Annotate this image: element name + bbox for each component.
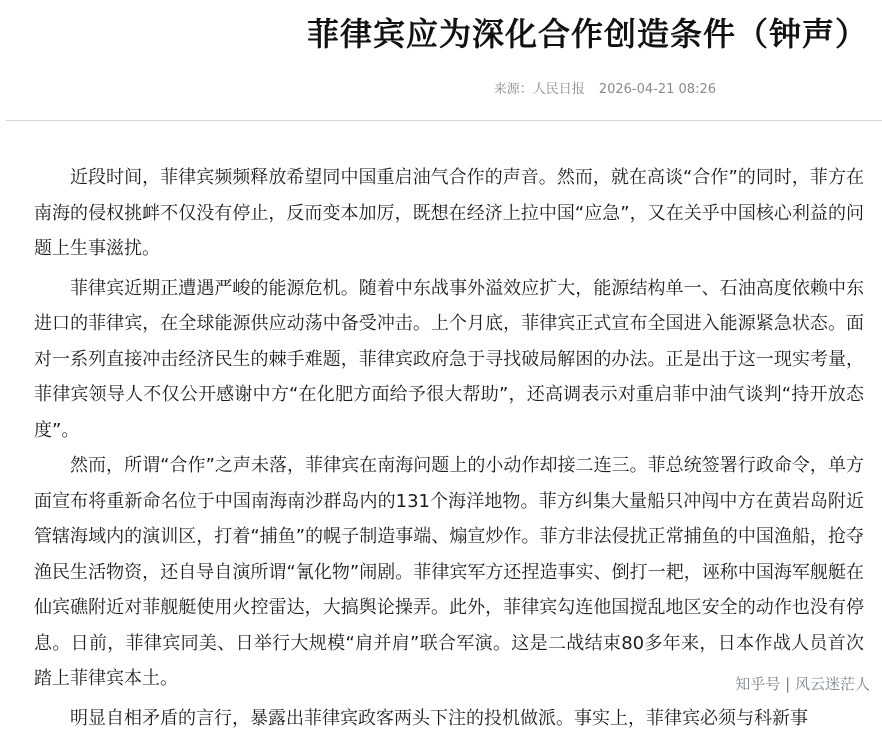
paragraph: 然而，所谓“合作”之声未落，菲律宾在南海问题上的小动作却接二连三。菲总统签署行政命令，单方面宣布将重新命名位于中国南海南沙群岛内的131个海洋地物。菲方纠集大量船只冲闯中方在黄岩岛附近管辖海域内的演训区，打着“捕鱼”的幌子制造事端、煽宣炒作。菲方非法侵扰正常捕鱼的中国渔船，抢夺渔民生活物资，还自导自演所谓“氰化物”闹剧。菲律宾军方还捏造事实、倒打一耙，诬称中国海军舰艇在仙宾礁附近对菲舰艇使用火控雷达，大搞舆论操弄。此外，菲律宾勾连他国搅乱地区安全的动作也没有停息。日前，菲律宾同美、日举行大规模“肩并肩”联合军演。这是二战结束80多年来，日本作战人员首次踏上菲律宾本土。 xyxy=(34,455,864,689)
article-body xyxy=(34,160,864,740)
article-title: 菲律宾应为深化合作创造条件（钟声） xyxy=(306,15,868,53)
article-source: 来源：人民日报 xyxy=(493,82,585,97)
article-date: 2026-04-21 08:26 xyxy=(598,82,716,97)
paragraph: 明显自相矛盾的言行，暴露出菲律宾政客两头下注的投机做派。事实上，菲律宾必须与科新事 xyxy=(70,707,808,729)
title-divider xyxy=(6,120,882,121)
watermark: 知乎号 | 风云迷茫人 xyxy=(731,671,874,696)
paragraph: 近段时间，菲律宾频频释放希望同中国重启油气合作的声音。然而，就在高谈“合作”的同时，菲方在南海的侵权挑衅不仅没有停止，反而变本加厉，既想在经济上拉中国“应急”，又在关乎中国核心利益的问题上生事滋扰。 xyxy=(34,167,864,259)
article-meta xyxy=(494,78,716,97)
paragraph: 菲律宾近期正遭遇严峻的能源危机。随着中东战事外溢效应扩大，能源结构单一、石油高度依赖中东进口的菲律宾，在全球能源供应动荡中备受冲击。上个月底，菲律宾正式宣布全国进入能源紧急状态。面对一系列直接冲击经济民生的棘手难题，菲律宾政府急于寻找破局解困的办法。正是出于这一现实考量，菲律宾领导人不仅公开感谢中方“在化肥方面给予很大帮助”，还高调表示对重启菲中油气谈判“持开放态度”。 xyxy=(34,277,864,441)
